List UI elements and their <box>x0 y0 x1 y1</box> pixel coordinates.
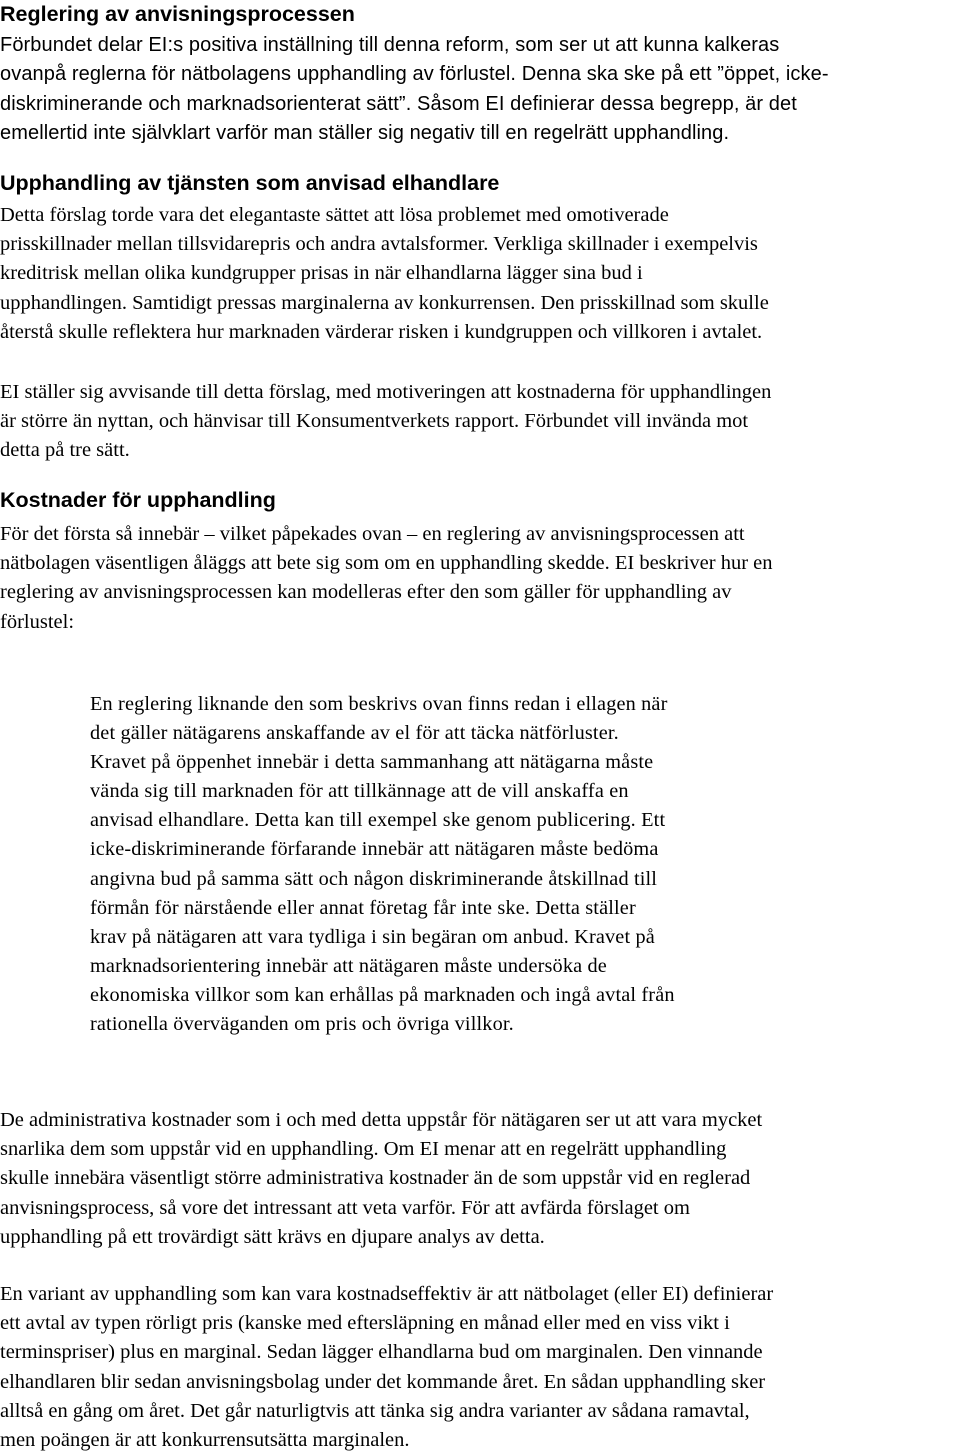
paragraph-upphandling-2 <box>0 378 771 466</box>
text-line: Detta förslag torde vara det elegantaste sättet att lösa problemet med omotiverade <box>0 204 669 226</box>
heading-reglering: Reglering av anvisningsprocessen <box>0 2 355 26</box>
text-line: terminspriser) plus en marginal. Sedan lägger elhandlarna bud om marginalen. Den vinnande <box>0 1341 763 1364</box>
text-line: men poängen är att konkurrensutsätta marginalen. <box>0 1429 410 1452</box>
text-line: upphandling på ett trovärdigt sätt krävs en djupare analys av detta. <box>0 1225 545 1248</box>
text-line: nätbolagen väsentligen åläggs att bete sig som om en upphandling skedde. EI beskriver hur en <box>0 552 773 575</box>
quote-line: rationella överväganden om pris och övriga villkor. <box>90 1013 514 1036</box>
quote-line: krav på nätägaren att vara tydliga i sin begäran om anbud. Kravet på <box>90 925 655 948</box>
quote-line: anvisad elhandlare. Detta kan till exempel ske genom publicering. Ett <box>90 809 666 832</box>
text-line: reglering av anvisningsprocessen kan modelleras efter den som gäller för upphandling av <box>0 581 732 604</box>
text-line: upphandlingen. Samtidigt pressas marginalerna av konkurrensen. Den prisskillnad som skulle <box>0 291 769 314</box>
text-line: snarlika dem som uppstår vid en upphandling. Om EI menar att en regelrätt upphandling <box>0 1138 727 1161</box>
quote-line: icke-diskriminerande förfarande innebär att nätägaren måste bedöma <box>90 838 659 861</box>
heading-upphandling-tjanst: Upphandling av tjänsten som anvisad elhandlare <box>0 171 500 195</box>
text-line: ett avtal av typen rörligt pris (kanske med eftersläpning en månad eller med en viss vikt i <box>0 1312 730 1335</box>
heading-kostnader: Kostnader för upphandling <box>0 488 276 512</box>
text-line: Förbundet delar EI:s positiva inställning till denna reform, som ser ut att kunna kalkeras <box>0 34 780 56</box>
paragraph-kostnader-3 <box>0 1280 773 1455</box>
text-line: emellertid inte självklart varför man ställer sig negativ till en regelrätt upphandling. <box>0 121 730 144</box>
quote-line: angivna bud på samma sätt och någon diskriminerande åtskillnad till <box>90 867 658 890</box>
text-line: De administrativa kostnader som i och med detta uppstår för nätägaren ser ut att vara mycket <box>0 1109 763 1131</box>
text-line: elhandlaren blir sedan anvisningsbolag under det kommande året. En sådan upphandling sker <box>0 1370 766 1393</box>
text-line: är större än nyttan, och hänvisar till Konsumentverkets rapport. Förbundet vill invända mot <box>0 410 749 433</box>
text-line: EI ställer sig avvisande till detta förslag, med motiveringen att kostnaderna för upphandlingen <box>0 381 772 403</box>
paragraph-reglering <box>0 31 829 148</box>
quote-line: marknadsorientering innebär att nätägaren måste undersöka de <box>90 954 607 977</box>
text-line: diskriminerande och marknadsorienterat sätt”. Såsom EI definierar dessa begrepp, är det <box>0 92 797 115</box>
section-reglering <box>0 0 355 29</box>
text-line: återstå skulle reflektera hur marknaden värderar risken i kundgruppen och villkoren i avtalet. <box>0 320 763 343</box>
text-line: anvisningsprocess, så vore det intressant att veta varför. För att avfärda förslaget om <box>0 1196 690 1219</box>
text-line: kreditrisk mellan olika kundgrupper prisas in när elhandlarna lägger sina bud i <box>0 262 643 285</box>
text-line: ovanpå reglerna för nätbolagens upphandling av förlustel. Denna ska ske på ett ”öppet, icke- <box>0 63 829 86</box>
text-line: detta på tre sätt. <box>0 439 130 462</box>
quote-line: vända sig till marknaden för att tillkännage att de vill anskaffa en <box>90 780 629 803</box>
quote-line: En reglering liknande den som beskrivs ovan finns redan i ellagen när <box>90 693 668 715</box>
text-line: En variant av upphandling som kan vara kostnadseffektiv är att nätbolaget (eller EI) definierar <box>0 1283 774 1305</box>
paragraph-kostnader-1 <box>0 520 773 637</box>
quote-line: Kravet på öppenhet innebär i detta sammanhang att nätägarna måste <box>90 751 654 774</box>
quote-line: det gäller nätägarens anskaffande av el för att täcka nätförluster. <box>90 722 619 745</box>
paragraph-upphandling-1 <box>0 201 769 347</box>
block-quote <box>90 690 675 1039</box>
text-line: skulle innebära väsentligt större administrativa kostnader än de som uppstår vid en reglerad <box>0 1167 751 1190</box>
text-line: För det första så innebär – vilket påpekades ovan – en reglering av anvisningsprocessen att <box>0 523 745 545</box>
text-line: alltså en gång om året. Det går naturligtvis att tänka sig andra varianter av sådana ramavtal, <box>0 1399 750 1422</box>
text-line: prisskillnader mellan tillsvidarepris och andra avtalsformer. Verkliga skillnader i exempelvis <box>0 233 758 256</box>
quote-line: förmån för närstående eller annat företag får inte ske. Detta ställer <box>90 896 636 919</box>
section-upphandling-tjanst <box>0 169 499 198</box>
quote-line: ekonomiska villkor som kan erhållas på marknaden och ingå avtal från <box>90 983 675 1006</box>
section-kostnader <box>0 486 276 515</box>
text-line: förlustel: <box>0 610 75 633</box>
paragraph-kostnader-2 <box>0 1106 762 1252</box>
